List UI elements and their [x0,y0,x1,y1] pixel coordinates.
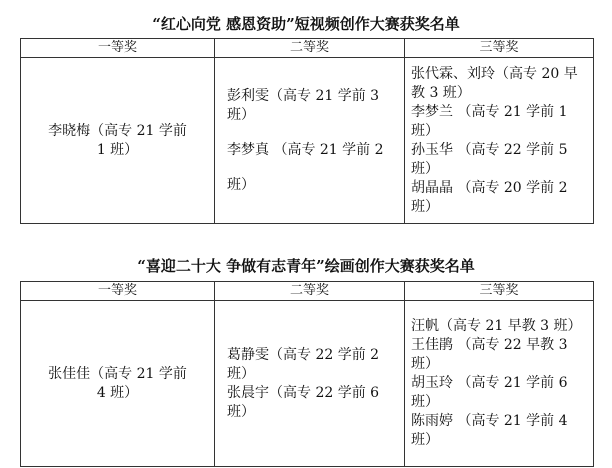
second-prize-cell [215,301,405,467]
winner-entry: 胡玉玲 （高专 21 学前 6 班） [411,375,568,410]
winner-entry: 李梦真 （高专 21 学前 2 [227,141,384,158]
third-prize-cell [405,58,594,224]
header-third-prize: 三等奖 [405,39,594,58]
winner-entry: 李晓梅（高专 21 学前 1 班） [48,122,187,158]
winner-entry: 彭利雯（高专 21 学前 3 班） [227,87,380,123]
winner-entry: 李梦兰 （高专 21 学前 1 班） [411,103,568,139]
winner-entry: 王佳鹃 （高专 22 早教 3 班） [411,337,568,372]
award-table-2 [20,281,594,467]
third-prize-cell [405,301,594,467]
winner-entry-continued: 班） [227,176,255,193]
winner-entry: 张晨宇（高专 22 学前 6 班） [227,384,380,420]
header-first-prize: 一等奖 [21,39,215,58]
winner-entry: 张佳佳（高专 21 学前 4 班） [48,365,187,401]
first-prize-cell [21,301,215,467]
header-first-prize: 一等奖 [21,282,215,301]
header-third-prize: 三等奖 [405,282,594,301]
winner-entry: 张代霖、刘玲（高专 20 早教 3 班） [411,65,578,101]
second-prize-cell [215,58,405,224]
winner-entry: 孙玉华 （高专 22 学前 5 班） [411,141,568,177]
header-row [21,282,594,301]
header-second-prize: 二等奖 [215,39,405,58]
winner-entry: 胡晶晶 （高专 20 学前 2 班） [411,179,568,215]
winner-entry: 陈雨婷 （高专 21 学前 4 班） [411,413,568,448]
header-second-prize: 二等奖 [215,282,405,301]
award-table-1 [20,38,594,224]
header-row [21,39,594,58]
winners-row [21,301,594,467]
section-title-2: “喜迎二十大 争做有志青年”绘画创作大赛获奖名单 [137,257,475,275]
winners-row [21,58,594,224]
winner-entry: 葛静雯（高专 22 学前 2 班） [227,346,380,382]
winner-entry: 汪帆（高专 21 早教 3 班） [411,318,582,334]
section-title-1: “红心向党 感恩资助”短视频创作大赛获奖名单 [152,15,460,33]
first-prize-cell [21,58,215,224]
